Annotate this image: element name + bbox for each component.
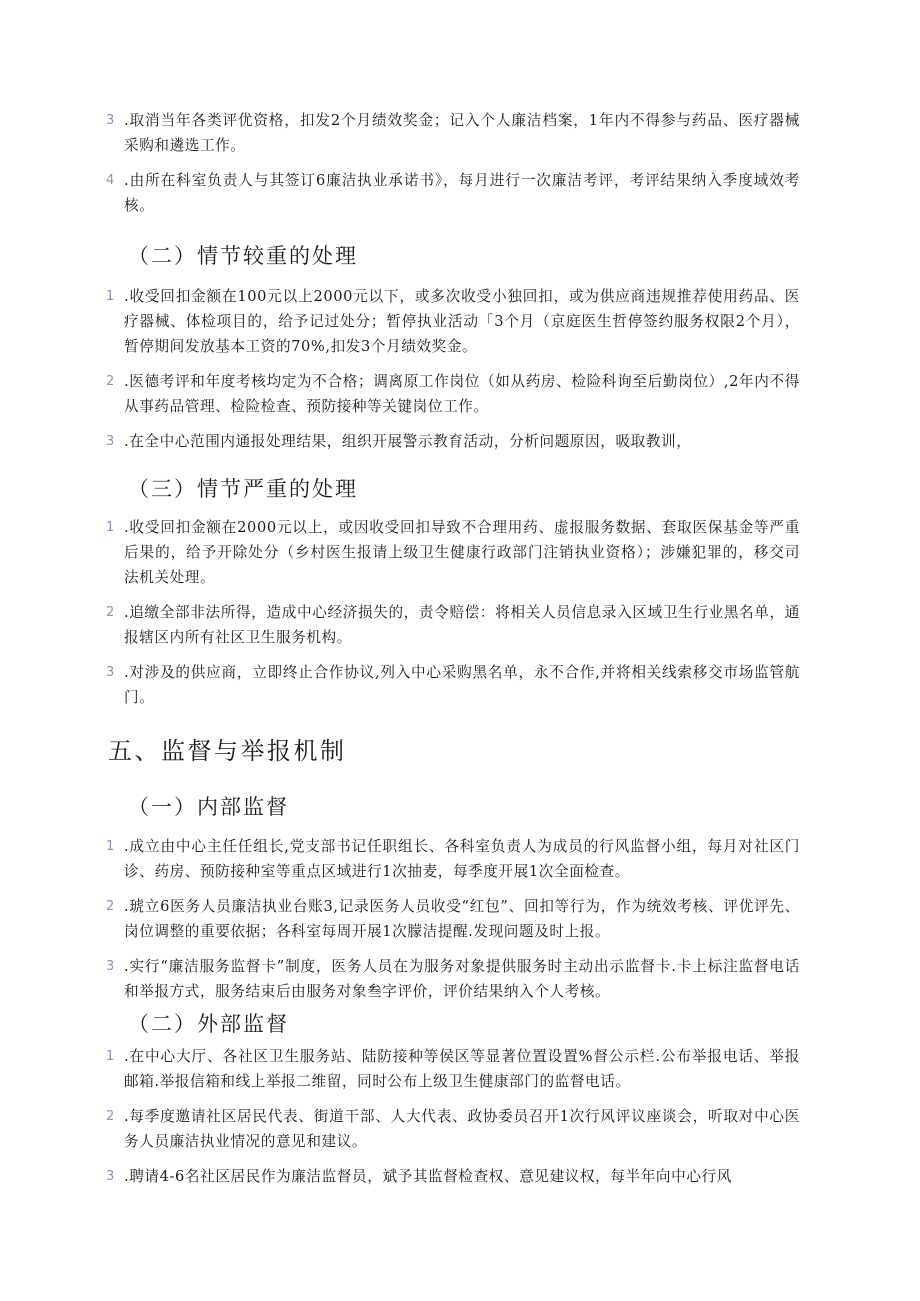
- list-item: [0, 1044, 920, 1094]
- list-number: 1: [106, 520, 115, 535]
- section-heading: （二）外部监督: [128, 1012, 289, 1036]
- list-text: .在中心大厅、各社区卫生服务站、陆防接种等侯区等显著位置设置%督公示栏.公布举报电话、举报邮箱.举报信箱和线上举报二维留，同时公布上级卫生健康部门的监督电话。: [124, 1048, 800, 1090]
- list-item: [0, 600, 920, 650]
- list-item: [0, 954, 920, 1004]
- list-text: .取消当年各类评优资格，扣发2个月绩效奖金；记入个人廉洁档案，1年内不得参与药品、医疗器械采购和遴选工作。: [124, 112, 800, 154]
- section-heading: （三）情节严重的处理: [128, 477, 358, 501]
- list-number: 3: [106, 665, 115, 680]
- list-number: 2: [106, 899, 115, 914]
- list-number: 2: [106, 605, 115, 620]
- list-item: [0, 1104, 920, 1154]
- list-text: .对涉及的供应商，立即终止合作协议,列入中心采购黑名单，永不合作,并将相关线索移交市场监管航门。: [124, 664, 800, 706]
- list-number: 1: [106, 839, 115, 854]
- list-item: [0, 168, 920, 218]
- list-text: .在全中心范围内通报处理结果，组织开展警示教育活动，分析问题原因，吸取教训，: [124, 433, 692, 450]
- list-text: .收受回扣金额在100元以上2000元以下，或多次收受小独回扣，或为供应商违规推荐使用药品、医疗器械、体检项目的，给予记过处分；暂停执业活动「3个月（京庭医生哲停签约服务权限2个月），暂停期间发放基本工资的70%,扣发3个月绩效奖金。: [124, 288, 800, 355]
- list-number: 3: [106, 1169, 115, 1184]
- list-number: 1: [106, 289, 115, 304]
- list-item: [0, 284, 920, 359]
- chapter-heading: 五、监督与举报机制: [108, 737, 347, 765]
- list-number: 1: [106, 1049, 115, 1064]
- list-item: [0, 369, 920, 419]
- list-item: [0, 834, 920, 884]
- list-item: [0, 894, 920, 944]
- list-number: 3: [106, 959, 115, 974]
- list-number: 4: [106, 173, 115, 188]
- list-item: [0, 515, 920, 590]
- list-text: .琥立6医务人员廉洁执业台账3,记录医务人员收受“红包”、回扣等行为，作为统效考核、评优评先、岗位调整的重要依据；各科室每周开展1次朦洁提醒.发现问题及时上报。: [124, 898, 800, 940]
- list-number: 2: [106, 374, 115, 389]
- section-list: [0, 1044, 920, 1189]
- section-heading: （一）内部监督: [128, 795, 289, 819]
- list-text: .由所在科室负责人与其签订6廉洁执业承诺书》，每月进行一次廉洁考评，考评结果纳入季度域效考核。: [124, 172, 800, 214]
- list-text: .每季度邀请社区居民代表、街道干部、人大代表、政协委员召开1次行风评议座谈会，听取对中心医务人员廉洁执业情况的意见和建议。: [124, 1108, 800, 1150]
- list-item: [0, 108, 920, 158]
- list-text: .聘请4-6名社区居民作为廉洁监督员，斌予其监督检查权、意见建议权，每半年向中心行风: [124, 1168, 732, 1185]
- section-list: [0, 515, 920, 710]
- list-item: [0, 429, 920, 454]
- list-text: .实行“廉洁服务监督卡”制度，医务人员在为服务对象提供服务时主动出示监督卡.卡上标注监督电话和举报方式，服务结束后由服务对象叁字评价，评价结果纳入个人考核。: [124, 958, 800, 1000]
- list-text: .医德考评和年度考核均定为不合格；调离原工作岗位（如从药房、检险科询至后勤岗位）,2年内不得从事药品管理、检险检查、预防接种等关键岗位工作。: [124, 373, 800, 415]
- section-heading: （二）情节较重的处理: [128, 244, 358, 268]
- list-text: .收受回扣金额在2000元以上，或因收受回扣导致不合理用药、虚报服务数据、套取医保基金等严重后果的，给予开除处分（乡村医生报请上级卫生健康行政部门注销执业资格）；涉嫌犯罪的，移交司法机关处理。: [124, 519, 800, 586]
- section-list: [0, 284, 920, 454]
- list-number: 3: [106, 113, 115, 128]
- list-text: .追缴全部非法所得，造成中心经济损失的，责令赔偿：将相关人员信息录入区域卫生行业黑名单，通报辖区内所有社区卫生服务机构。: [124, 604, 800, 646]
- prev-section-list: [0, 108, 920, 218]
- section-list: [0, 834, 920, 1004]
- list-number: 3: [106, 434, 115, 449]
- list-item: [0, 660, 920, 710]
- list-item: [0, 1164, 920, 1189]
- list-text: .成立由中心主任任组长,党支部书记任职组长、各科室负责人为成员的行风监督小组，每月对社区门诊、药房、预防接种室等重点区域进行1次抽麦，每季度开展1次全面检查。: [124, 838, 800, 880]
- list-number: 2: [106, 1109, 115, 1124]
